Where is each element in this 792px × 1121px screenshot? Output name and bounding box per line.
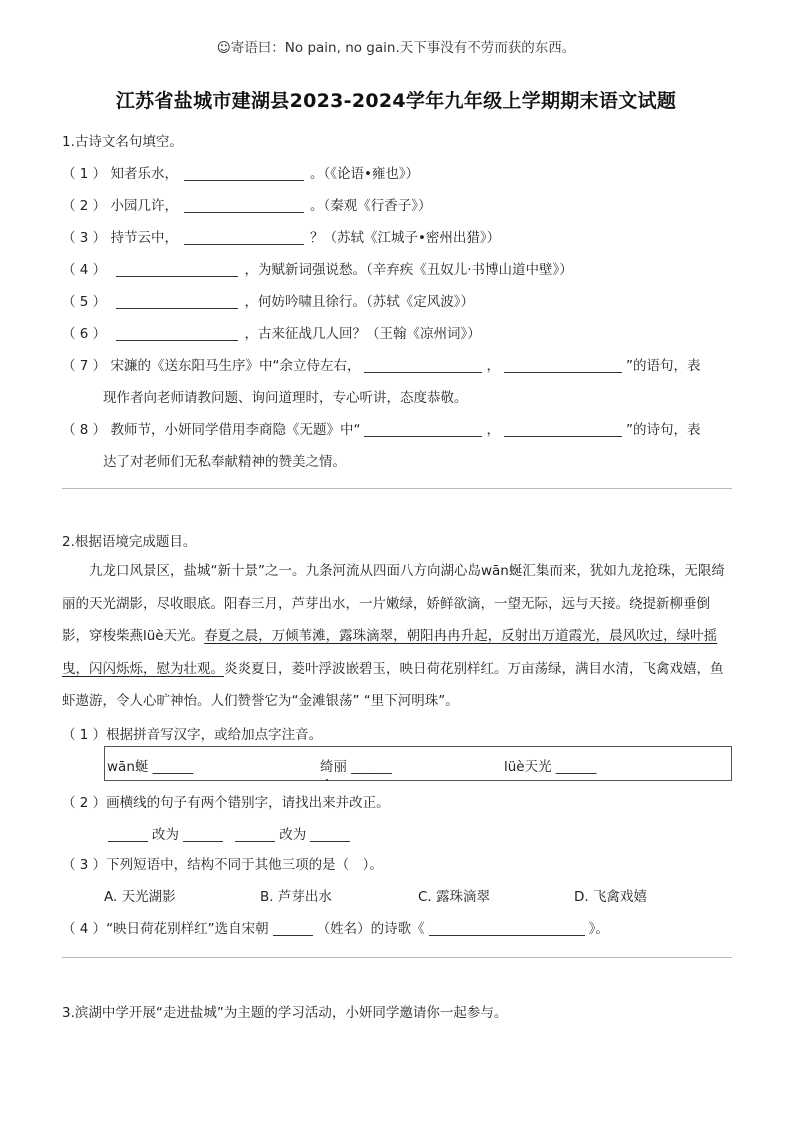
answer-blank[interactable]: [184, 166, 304, 181]
answer-blank[interactable]: [183, 827, 223, 842]
answer-blank[interactable]: [235, 827, 275, 842]
q3-stem: 3.滨湖中学开展“走进盐城”为主题的学习活动，小妍同学邀请你一起参与。: [62, 1005, 508, 1021]
answer-blank[interactable]: [184, 198, 304, 213]
pinyin-item: 绮丽 ______: [320, 759, 392, 775]
answer-blank[interactable]: [116, 262, 238, 277]
q2-sub-1: （ 1 ）根据拼音写汉字，或给加点字注音。: [62, 727, 323, 743]
q1-item-2: （ 2 ） 小园几许， 。（秦观《行香子》）: [62, 198, 432, 214]
underlined-sentence: 春夏之晨，万倾苇滩，露珠滴翠，朝阳冉冉升起，反射出万道霞光，晨风吹过，绿叶摇曳，闪闪烁烁，慰为壮观。: [62, 628, 718, 677]
answer-blank[interactable]: [504, 422, 622, 437]
q2-stem: 2.根据语境完成题目。: [62, 534, 197, 550]
q2-sub-3: （ 3 ）下列短语中，结构不同于其他三项的是（ ）。: [62, 857, 383, 873]
q2-sub-4: （ 4 ）“映日荷花别样红”选自宋朝 （姓名）的诗歌《 》。: [62, 921, 609, 937]
answer-blank[interactable]: [504, 358, 622, 373]
answer-blank[interactable]: [184, 230, 304, 245]
answer-blank[interactable]: [310, 827, 350, 842]
motto: ☺寄语曰：No pain, no gain.天下事没有不劳而获的东西。: [216, 40, 576, 56]
answer-blank[interactable]: [116, 326, 238, 341]
q1-item-8-cont: 达了对老师们无私奉献精神的赞美之情。: [103, 454, 346, 470]
answer-blank[interactable]: [429, 921, 585, 936]
divider: [62, 488, 732, 489]
q2-passage: 九龙口风景区，盐城“新十景”之一。九条河流从四面八方向湖心岛wān蜒汇集而来，犹如九龙抢珠，无限绮丽的天光湖影，尽收眼底。阳春三月，芦芽出水，一片嫩绿，娇鲜欲滴，一望无际，远与天接。绕提新柳垂倒影，穿梭柴燕lüè天光。春夏之晨，万倾苇滩，露珠滴翠，朝阳冉冉升起，反射出万道霞光，晨风吹过，绿叶摇曳，闪闪烁烁，慰为壮观。炎炎夏日，菱叶浮波嵌碧玉，映日荷花别样红。万亩荡绿，满目水清，飞禽戏嬉，鱼虾遨游，令人心旷神怡。人们赞誉它为“金滩银荡” “里下河明珠”。: [62, 563, 725, 709]
option-a[interactable]: A. 天光湖影: [104, 889, 176, 905]
answer-blank[interactable]: [364, 358, 482, 373]
divider: [62, 957, 732, 958]
dotted-char: 绮: [320, 759, 334, 775]
pinyin-box: [104, 746, 732, 781]
answer-blank[interactable]: ______: [351, 759, 392, 775]
answer-blank[interactable]: ______: [555, 759, 597, 775]
q1-stem: 1.古诗文名句填空。: [62, 134, 183, 150]
q2-fix-row: 改为 改为: [104, 823, 354, 843]
answer-blank[interactable]: [364, 422, 482, 437]
answer-blank[interactable]: [108, 827, 148, 842]
option-d[interactable]: D. 飞禽戏嬉: [574, 889, 647, 905]
page-title: 江苏省盐城市建湖县2023-2024学年九年级上学期期末语文试题: [115, 90, 677, 112]
q2-sub-2: （ 2 ）画横线的句子有两个错别字，请找出来并改正。: [62, 795, 390, 811]
answer-blank[interactable]: [273, 921, 313, 936]
q1-item-5: （ 5 ） ，何妨吟啸且徐行。（苏轼《定风波》）: [62, 294, 474, 310]
pinyin-item: wān蜒 ______: [107, 759, 194, 775]
q1-item-6: （ 6 ） ，古来征战几人回？（王翰《凉州词》）: [62, 326, 481, 342]
option-b[interactable]: B. 芦芽出水: [260, 889, 332, 905]
q1-item-7-cont: 现作者向老师请教问题、询问道理时，专心听讲，态度恭敬。: [103, 390, 468, 406]
answer-blank[interactable]: ______: [152, 759, 194, 775]
q1-item-3: （ 3 ） 持节云中， ？（苏轼《江城子•密州出猎》）: [62, 230, 501, 246]
q1-item-7: （ 7 ） 宋濂的《送东阳马生序》中“余立侍左右， ， ”的语句，表: [62, 358, 701, 374]
option-c[interactable]: C. 露珠滴翠: [418, 889, 491, 905]
q1-item-4: （ 4 ） ，为赋新词强说愁。（辛弃疾《丑奴儿·书博山道中壁》）: [62, 262, 573, 278]
answer-blank[interactable]: [116, 294, 238, 309]
q1-item-8: （ 8 ） 教师节，小妍同学借用李商隐《无题》中“ ， ”的诗句，表: [62, 422, 701, 438]
pinyin-item: lüè天光 ______: [504, 759, 597, 775]
q1-item-1: （ 1 ） 知者乐水， 。（《论语•雍也》）: [62, 166, 420, 182]
